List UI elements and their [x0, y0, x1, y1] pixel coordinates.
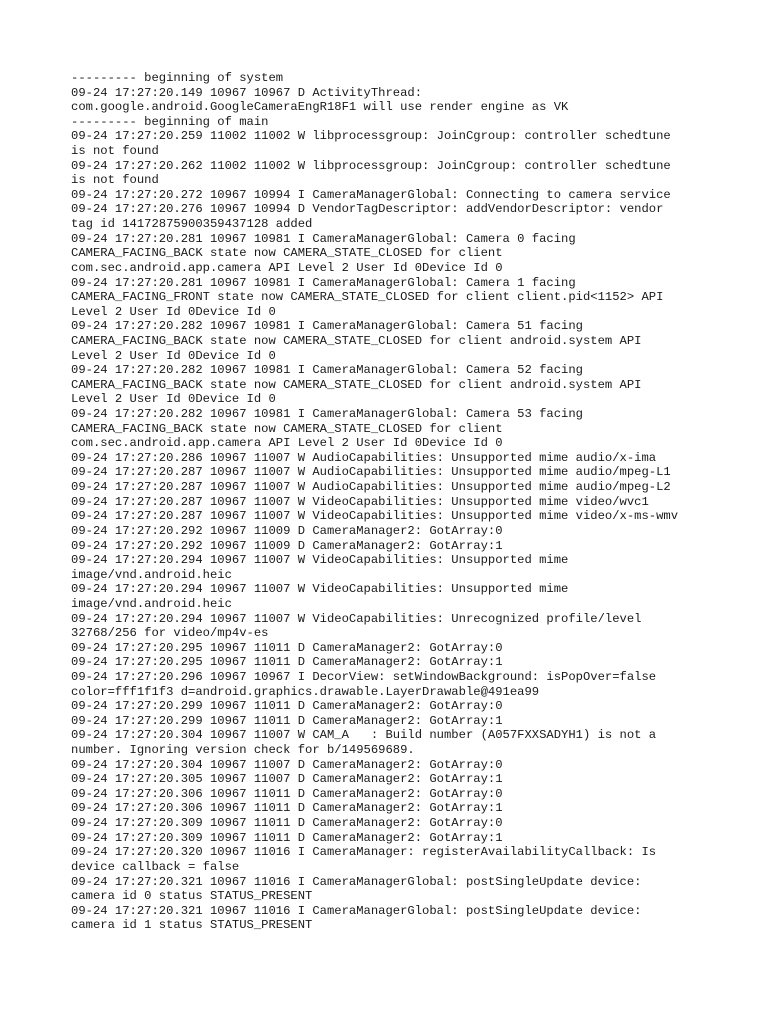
log-line: 09-24 17:27:20.287 10967 11007 W AudioCapabilities: Unsupported mime audio/mpeg-L2	[71, 480, 671, 495]
log-line: Level 2 User Id 0Device Id 0	[71, 348, 276, 363]
log-line: 09-24 17:27:20.287 10967 11007 W VideoCapabilities: Unsupported mime video/x-ms-wmv	[71, 509, 679, 524]
log-line: 09-24 17:27:20.281 10967 10981 I CameraManagerGlobal: Camera 0 facing	[71, 231, 576, 246]
log-line: is not found	[71, 144, 159, 159]
log-line: 09-24 17:27:20.287 10967 11007 W VideoCapabilities: Unsupported mime video/wvc1	[71, 494, 649, 509]
log-line: 09-24 17:27:20.281 10967 10981 I CameraManagerGlobal: Camera 1 facing	[71, 275, 576, 290]
log-line: Level 2 User Id 0Device Id 0	[71, 304, 276, 319]
log-line: 09-24 17:27:20.149 10967 10967 D ActivityThread:	[71, 85, 423, 100]
log-line: 09-24 17:27:20.306 10967 11011 D CameraManager2: GotArray:1	[71, 801, 503, 816]
log-line: camera id 1 status STATUS_PRESENT	[71, 918, 313, 933]
log-line: 09-24 17:27:20.286 10967 11007 W AudioCapabilities: Unsupported mime audio/x-ima	[71, 450, 657, 465]
log-line: is not found	[71, 173, 159, 188]
log-line: 09-24 17:27:20.282 10967 10981 I CameraManagerGlobal: Camera 52 facing	[71, 363, 583, 378]
log-line: 09-24 17:27:20.309 10967 11011 D CameraManager2: GotArray:0	[71, 816, 503, 831]
log-line: CAMERA_FACING_BACK state now CAMERA_STATE_CLOSED for client android.system API	[71, 333, 642, 348]
log-line: 09-24 17:27:20.259 11002 11002 W libprocessgroup: JoinCgroup: controller schedtune	[71, 129, 671, 144]
log-line: 09-24 17:27:20.287 10967 11007 W AudioCapabilities: Unsupported mime audio/mpeg-L1	[71, 465, 671, 480]
log-line: 09-24 17:27:20.299 10967 11011 D CameraManager2: GotArray:1	[71, 713, 503, 728]
log-line: number. Ignoring version check for b/149569689.	[71, 743, 415, 758]
log-line: com.sec.android.app.camera API Level 2 User Id 0Device Id 0	[71, 436, 503, 451]
log-line: 09-24 17:27:20.295 10967 11011 D CameraManager2: GotArray:1	[71, 655, 503, 670]
log-line: 09-24 17:27:20.294 10967 11007 W VideoCapabilities: Unrecognized profile/level	[71, 611, 642, 626]
log-line: 09-24 17:27:20.262 11002 11002 W libprocessgroup: JoinCgroup: controller schedtune	[71, 158, 671, 173]
log-line: camera id 0 status STATUS_PRESENT	[71, 889, 313, 904]
log-line: 09-24 17:27:20.292 10967 11009 D CameraManager2: GotArray:0	[71, 523, 503, 538]
log-line: 09-24 17:27:20.296 10967 10967 I DecorView: setWindowBackground: isPopOver=false	[71, 669, 657, 684]
log-line: device callback = false	[71, 859, 240, 874]
log-line: 09-24 17:27:20.306 10967 11011 D CameraManager2: GotArray:0	[71, 786, 503, 801]
log-line: 09-24 17:27:20.276 10967 10994 D VendorTagDescriptor: addVendorDescriptor: vendor	[71, 202, 664, 217]
log-line: com.google.android.GoogleCameraEngR18F1 will use render engine as VK	[71, 100, 569, 115]
log-line: 09-24 17:27:20.299 10967 11011 D CameraManager2: GotArray:0	[71, 699, 503, 714]
log-line: 09-24 17:27:20.295 10967 11011 D CameraManager2: GotArray:0	[71, 640, 503, 655]
log-line: 09-24 17:27:20.320 10967 11016 I CameraManager: registerAvailabilityCallback: Is	[71, 845, 657, 860]
log-line: 09-24 17:27:20.305 10967 11007 D CameraManager2: GotArray:1	[71, 772, 503, 787]
log-line: 09-24 17:27:20.294 10967 11007 W VideoCapabilities: Unsupported mime	[71, 553, 569, 568]
log-line: com.sec.android.app.camera API Level 2 User Id 0Device Id 0	[71, 260, 503, 275]
log-line: Level 2 User Id 0Device Id 0	[71, 392, 276, 407]
log-line: 09-24 17:27:20.304 10967 11007 D CameraManager2: GotArray:0	[71, 757, 503, 772]
log-line: 32768/256 for video/mp4v-es	[71, 626, 269, 641]
log-line: 09-24 17:27:20.304 10967 11007 W CAM_A : Build number (A057FXXSADYH1) is not a	[71, 728, 657, 743]
log-line: 09-24 17:27:20.309 10967 11011 D CameraManager2: GotArray:1	[71, 830, 503, 845]
log-line: CAMERA_FACING_BACK state now CAMERA_STATE_CLOSED for client android.system API	[71, 377, 642, 392]
log-line: 09-24 17:27:20.321 10967 11016 I CameraManagerGlobal: postSingleUpdate device:	[71, 903, 642, 918]
log-line: --------- beginning of system	[71, 71, 284, 85]
log-line: 09-24 17:27:20.292 10967 11009 D CameraManager2: GotArray:1	[71, 538, 503, 553]
log-line: 09-24 17:27:20.294 10967 11007 W VideoCapabilities: Unsupported mime	[71, 582, 569, 597]
log-line: CAMERA_FACING_BACK state now CAMERA_STATE_CLOSED for client	[71, 246, 503, 261]
log-line: --------- beginning of main	[71, 114, 269, 129]
log-line: tag id 14172875900359437128 added	[71, 217, 313, 232]
log-line: image/vnd.android.heic	[71, 567, 232, 582]
log-line: 09-24 17:27:20.321 10967 11016 I CameraManagerGlobal: postSingleUpdate device:	[71, 874, 642, 889]
log-line: image/vnd.android.heic	[71, 596, 232, 611]
log-line: 09-24 17:27:20.282 10967 10981 I CameraManagerGlobal: Camera 51 facing	[71, 319, 583, 334]
log-line: color=fff1f1f3 d=android.graphics.drawable.LayerDrawable@491ea99	[71, 684, 540, 699]
log-line: CAMERA_FACING_FRONT state now CAMERA_STATE_CLOSED for client client.pid<1152> API	[71, 290, 664, 305]
log-line: CAMERA_FACING_BACK state now CAMERA_STATE_CLOSED for client	[71, 421, 503, 436]
logcat-output	[71, 71, 711, 933]
log-line: 09-24 17:27:20.272 10967 10994 I CameraManagerGlobal: Connecting to camera service	[71, 187, 671, 202]
log-line: 09-24 17:27:20.282 10967 10981 I CameraManagerGlobal: Camera 53 facing	[71, 407, 583, 422]
log-document	[71, 71, 711, 933]
